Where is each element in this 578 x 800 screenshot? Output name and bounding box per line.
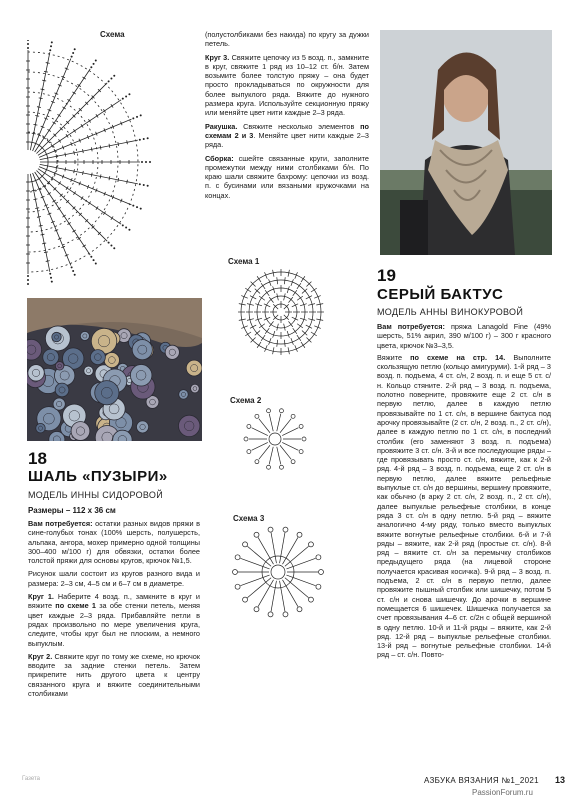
- scheme3-label: Схема 3: [233, 514, 265, 523]
- article19-need-text: пряжа Lanagold Fine (49% шерсть, 51% акрил, 390 м/100 г) – 300 г красного цвета, крючок №3–3,5.: [377, 322, 551, 350]
- round1-text-b: по схеме 1: [55, 601, 96, 611]
- assembly-text: сшейте связанные круги, заполните промежутки между ними столбиками б/н. По краю шали свяжите бахрому: цепочки из возд. п. с бусинами или вязаными кружочками на концах.: [205, 153, 369, 200]
- article18-need: [28, 519, 200, 565]
- round2-text: Свяжите круг по тому же схеме, но крючок вводите за задние стенки петель. Затем прикрепите нить другого цвета к центру связанного круга и вяжите соединительными столбиками: [28, 651, 200, 699]
- scheme2-chart: [240, 404, 310, 474]
- round1-text-c: за обе стенки петель, меняя цвет каждые 2–3 ряда. Прибавляйте петли в рядах произвольно по мере увеличения круга, следите, чтобы круг был не плоским, а немного выпуклым.: [28, 601, 200, 648]
- scheme1-chart: [222, 265, 340, 360]
- article19-author: МОДЕЛЬ АННЫ ВИНОКУРОВОЙ: [377, 307, 524, 317]
- article18-number: 18: [28, 449, 47, 468]
- article19-number: 19: [377, 266, 396, 285]
- article18-need-heading: Вам потребуется:: [28, 519, 93, 528]
- shell-text-c: . Меняйте цвет нити каждые 2–3 ряда.: [205, 130, 369, 150]
- shell-heading: Ракушка.: [205, 121, 238, 131]
- round1-heading: Круг 1.: [28, 592, 54, 602]
- article18-pattern: Рисунок шали состоит из кругов разного вида и размера: 2–3 см, 4–5 см и 6–7 см в диаметре.: [28, 569, 200, 588]
- scheme1-label: Схема 1: [228, 257, 260, 266]
- shell-text-a: Свяжите несколько элементов: [243, 121, 355, 131]
- assembly-heading: Сборка:: [205, 153, 234, 163]
- sizes-text: Размеры – 112 х 36 см: [28, 506, 116, 515]
- round3-text: Свяжите цепочку из 5 возд. п., замкните в круг, свяжите 1 ряд из 10–12 ст. б/н. Затем возьмите более толстую пряжу – она будет просто прокладываться по окружности для более выпуклого ряда. Вяжите до нужного размера круга. Используйте секционную пряжу или меняйте цвет нити каждые 2–3 ряда.: [205, 52, 369, 118]
- round2-heading: Круг 2.: [28, 651, 53, 661]
- middle-text-column: [205, 30, 369, 200]
- article18-need-text: остатки разных видов пряжи в сине-голубых тонах (100% шерсть, полушерсть, альпака, ангора, мохер примерно одной толщины 300–400 м/100 г) для обвязки, остатки более толстой пряжи для основы кругов, крючок №1,5.: [28, 519, 200, 566]
- article18-body: [28, 519, 200, 698]
- model-photo-scarf: [380, 30, 552, 255]
- shell-paragraph: [205, 122, 369, 150]
- continuation-text: (полустолбиками без накида) по кругу за дужки петель.: [205, 30, 369, 49]
- assembly-paragraph: [205, 154, 369, 200]
- scheme2-label: Схема 2: [230, 396, 262, 405]
- article19-instructions: [377, 353, 551, 660]
- body-a: Вяжите: [377, 352, 403, 362]
- article19-need: [377, 322, 551, 350]
- body-c: Выполните скользящую петлю (кольцо амигуруми). 1-й ряд – 3 возд. п. подъема, 4 ст. с/н, 2 возд. п. и еще 5 ст. с/н. Кольцо стяните. 2-й ряд – 3 возд. п. подъема, полотно поверните, провяжите еще 2 ст. с/н в первую петлю, далее в каждую петлю провязывайте по 1 ст. с/н, в вершине бактуса под арочку провязывайте (2 ст. с/н, 2 возд. п., 2 ст. с/н), далее в каждую петлю по 1 ст. с/н, в последний столбик (его заменяют 3 возд. п. подъема) провяжите 3 ст. с/н. 3-й и все последующие ряды – где провязывать просто ст. с/н, вяжите, как к 2-й ряд. 4-й ряд – 3 возд. п. подъема, еще 2 ст. с/н в первую петлю, далее вяжите рельефные выпуклые ст. с/н до вершины, вершину провяжите, как обычно (в арку 2 ст. с/н, 2 возд. п., 2 ст. с/н), далее выпуклые рельефные столбики, в конце ряда 3 ст. с/н в одну петлю. 5-й ряд – вяжите аналогично 4-му ряду, только вместо выпуклых вяжите вогнутые рельефные столбики. 6-й и 7-й ряды – вяжите, как 2-й ряд (простые ст. с/н). 8-й ряд – вяжите ст. с/н за перемычку столбиков предыдущего ряда (на лицевой стороне получается красивая косичка). 9-й ряд – 3 возд. п. подъема, 2 ст. с/н в первую петлю, далее провяжите пышный столбик или шишечку, потом 5 ст. с/н и снова шишечку. До арочки в вершине помещается 6 шишечек. Шишечка получается за счет провязывания 4–6 ст. с/2н с общей вершиной в одну петлю. 10-й и 11-й ряды – вяжите, как 2-й ряд. 12-й ряд – выпуклые рельефные столбики. 13-й ряд – вогнутые рельефные столбики. 14-й ряд – ст. с/н. Повто-: [377, 352, 551, 660]
- article18-author: МОДЕЛЬ ИННЫ СИДОРОВОЙ: [28, 490, 163, 500]
- article18-round1: [28, 592, 200, 648]
- round3-paragraph: [205, 53, 369, 118]
- article19-body: [377, 322, 551, 660]
- article18-title: ШАЛЬ «ПУЗЫРИ»: [28, 468, 168, 485]
- footer-left-mark: Газета: [22, 776, 41, 782]
- round3-heading: Круг 3.: [205, 52, 230, 62]
- shawl-photo: [27, 298, 202, 441]
- footer-magazine: АЗБУКА ВЯЗАНИЯ №1_2021: [424, 776, 539, 785]
- article18-round2: [28, 652, 200, 698]
- main-crochet-chart: [20, 40, 205, 285]
- footer-page-number: 13: [555, 775, 566, 785]
- round1-text-a: Наберите 4 возд. п., замкните в круг и вяжите: [28, 592, 200, 611]
- shell-text-b: по схемам 2 и 3: [205, 121, 369, 140]
- footer-site-watermark: PassionForum.ru: [472, 788, 533, 797]
- scheme3-chart: [228, 522, 328, 622]
- article19-need-heading: Вам потребуется:: [377, 322, 445, 331]
- body-b: по схеме на стр. 14.: [410, 352, 506, 362]
- article19-title: СЕРЫЙ БАКТУС: [377, 286, 504, 303]
- article18-sizes: [28, 506, 200, 515]
- scheme-main-label: Схема: [100, 30, 125, 39]
